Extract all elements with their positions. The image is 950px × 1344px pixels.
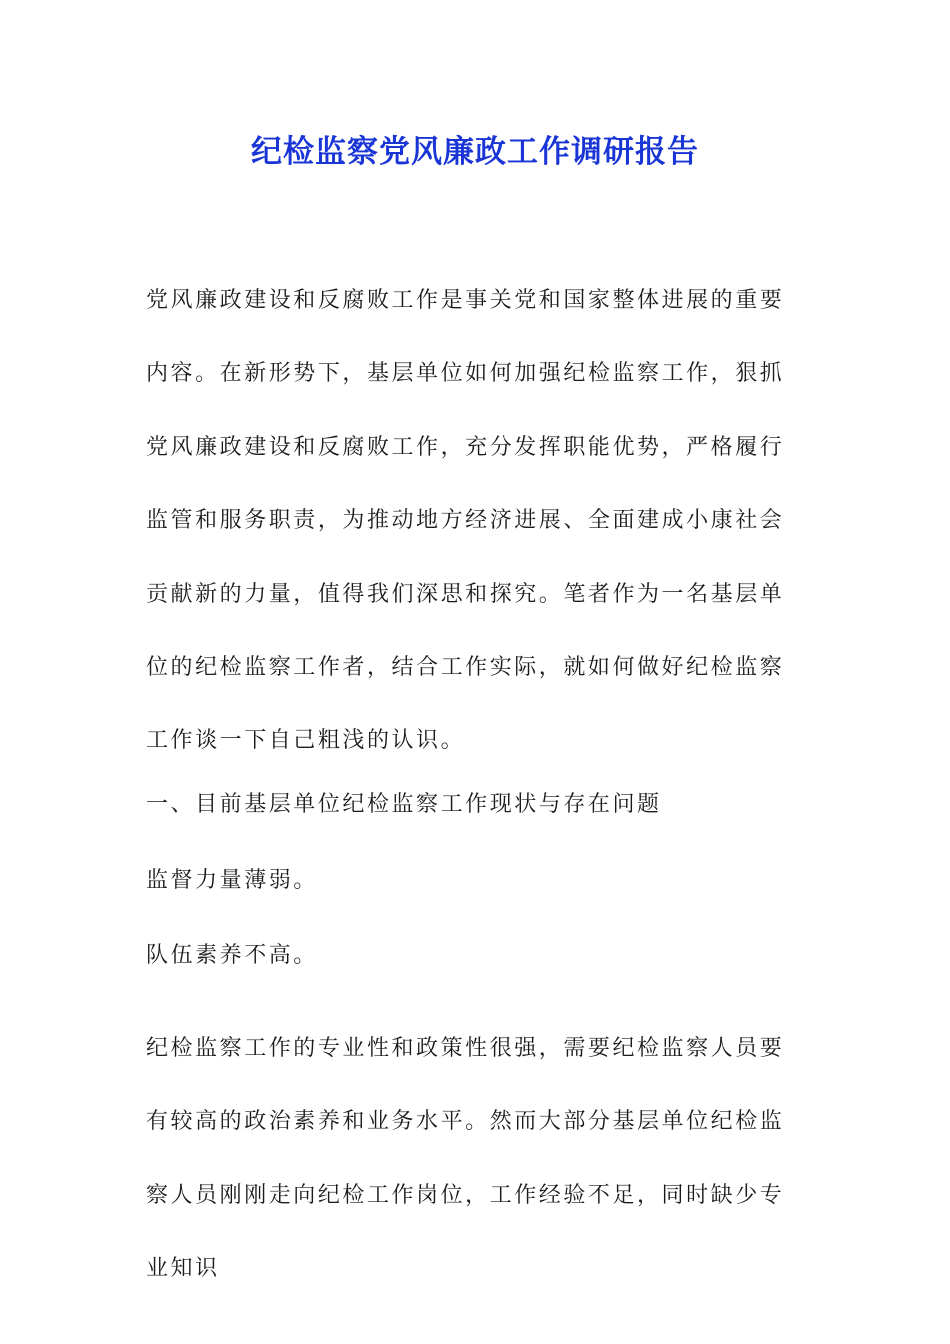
document-title: 纪检监察党风廉政工作调研报告 bbox=[251, 134, 699, 170]
section-heading: 一、目前基层单位纪检监察工作现状与存在问题 bbox=[146, 792, 662, 817]
subpoint-supervision: 监督力量薄弱。 bbox=[146, 868, 318, 893]
subpoint-team: 队伍素养不高。 bbox=[146, 943, 318, 968]
detail-paragraph: 纪检监察工作的专业性和政策性很强，需要纪检监察人员要有较高的政治素养和业务水平。然而大部分基层单位纪检监察人员刚刚走向纪检工作岗位，工作经验不足，同时缺少专业知识 bbox=[146, 1036, 785, 1282]
intro-paragraph: 党风廉政建设和反腐败工作是事关党和国家整体进展的重要内容。在新形势下，基层单位如何加强纪检监察工作，狠抓党风廉政建设和反腐败工作，充分发挥职能优势，严格履行监管和服务职责，为推动地方经济进展、全面建成小康社会贡献新的力量，值得我们深思和探究。笔者作为一名基层单位的纪检监察工作者，结合工作实际，就如何做好纪检监察工作谈一下自己粗浅的认识。 bbox=[146, 288, 785, 754]
